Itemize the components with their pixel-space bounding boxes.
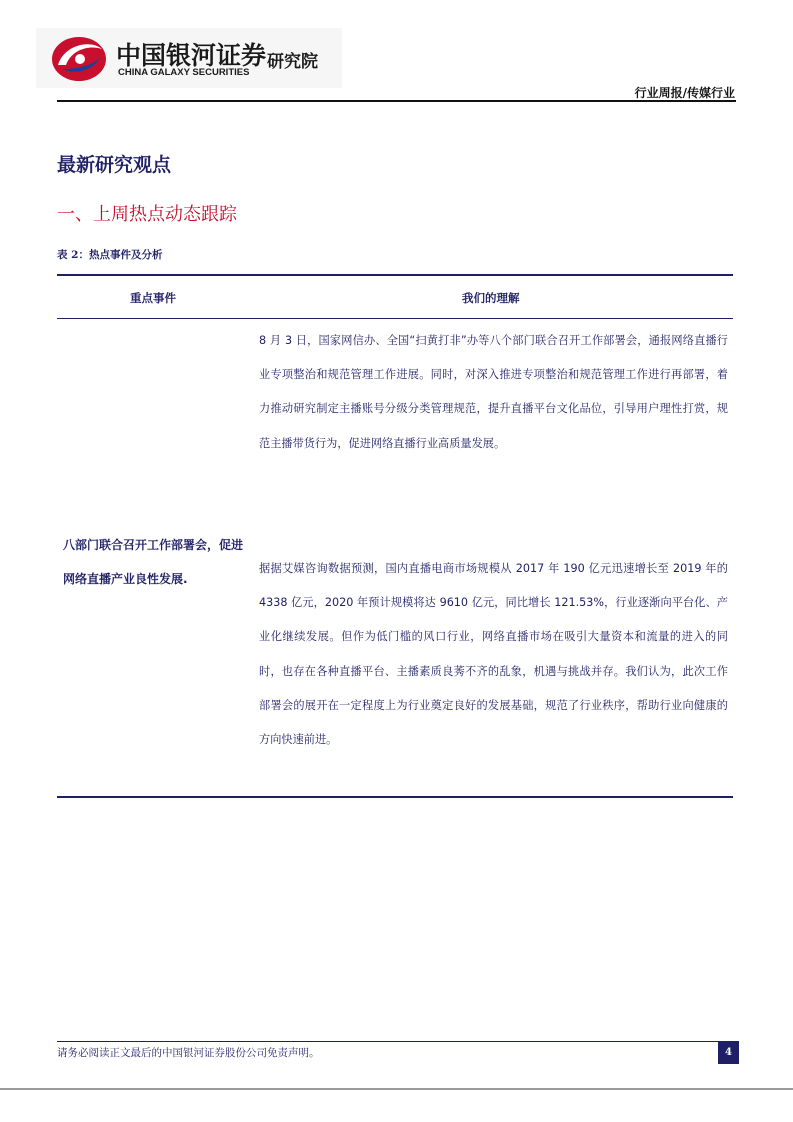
footer-disclaimer: 请务必阅读正文最后的中国银河证券股份公司免责声明。: [57, 1047, 320, 1059]
section-title: 最新研究观点: [57, 154, 172, 176]
table-cell-analysis-paragraph: 8 月 3 日，国家网信办、全国“扫黄打非”办等八个部门联合召开工作部署会，通报网络直播行业专项整治和规范管理工作进展。同时，对深入推进专项整治和规范管理工作进行再部署，着力推动研究制定主播账号分级分类管理规范，提升直播平台文化品位，引导用户理性打赏，规范主播带货行为，促进网络直播行业高质量发展。: [259, 334, 728, 450]
table-cell-event: 八部门联合召开工作部署会，促进网络直播产业良性发展.: [63, 538, 244, 586]
subsection-title: 一、上周热点动态跟踪: [57, 204, 237, 225]
table-cell-analysis-paragraph: 据据艾媒咨询数据预测，国内直播电商市场规模从 2017 年 190 亿元迅速增长至 2019 年的 4338 亿元，2020 年预计规模将达 9610 亿元，同比增长 121.53%，行业逐渐向平台化、产业化继续发展。但作为低门槛的风口行业，网络直播市场在吸引大量资本和流量的进入的同时，也存在各种直播平台、主播素质良莠不齐的乱象，机遇与挑战并存。我们认为，此次工作部署会的展开在一定程度上为行业奠定良好的发展基础，规范了行业秩序，帮助行业向健康的方向快速前进。: [259, 562, 728, 747]
page-edge: [0, 1088, 793, 1090]
table-header-rule: [57, 318, 733, 319]
logo-name-cn: 中国银河证券: [116, 41, 267, 70]
table-header-view: 我们的理解: [462, 291, 520, 305]
table-top-rule: [57, 274, 733, 276]
table-caption: 表 2：热点事件及分析: [57, 249, 163, 261]
report-type: 行业周报/传媒行业: [634, 86, 735, 100]
table-header-event: 重点事件: [130, 291, 176, 305]
galaxy-logo-icon: [50, 35, 108, 83]
logo-name-en: CHINA GALAXY SECURITIES: [118, 67, 250, 78]
company-logo: [36, 28, 342, 88]
logo-institute: 研究院: [267, 52, 318, 72]
page-number: 4: [718, 1042, 739, 1064]
table-bottom-rule: [57, 796, 733, 798]
header-divider: [57, 100, 736, 102]
footer-divider: [57, 1041, 739, 1042]
